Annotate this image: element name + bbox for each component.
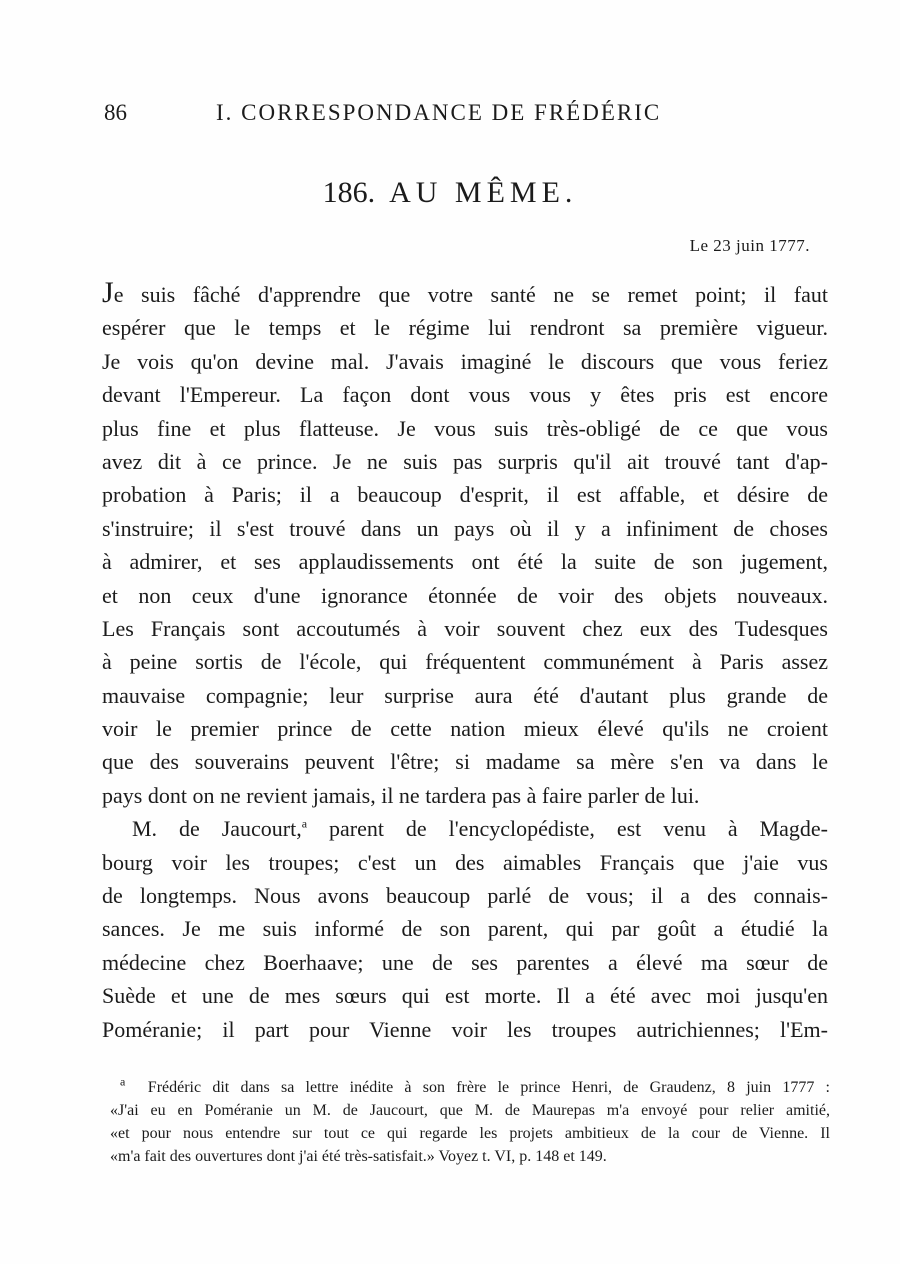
body-line: médecine chez Boerhaave; une de ses parentes a élevé ma sœur de (102, 949, 828, 975)
body-line: Suède et une de mes sœurs qui est morte. Il a été avec moi jusqu'en (102, 983, 828, 1009)
body-line: espérer que le temps et le régime lui rendront sa première vigueur. (102, 315, 828, 341)
footnote-reference: a (301, 816, 308, 831)
body-line-tail: parent de l'encyclopédiste, est venu à Magde- (329, 816, 829, 842)
footnote-line: «m'a fait des ouvertures dont j'ai été très-satisfait.» Voyez t. VI, p. 148 et 149. (110, 1148, 607, 1165)
body-line-1-rest: e suis fâché d'apprendre que votre santé ne se remet point; il faut (113, 282, 828, 307)
body-line: que des souverains peuvent l'être; si madame sa mère s'en va dans le (102, 749, 828, 775)
body-line-lead: M. de Jaucourt, (132, 816, 302, 842)
running-head-title: I. CORRESPONDANCE DE FRÉDÉRIC (216, 100, 662, 125)
body-line: Poméranie; il part pour Vienne voir les troupes autrichiennes; l'Em- (102, 1016, 828, 1042)
body-line: devant l'Empereur. La façon dont vous vous y êtes pris est encore (102, 382, 828, 408)
body-line: mauvaise compagnie; leur surprise aura été d'autant plus grande de (102, 682, 828, 708)
body-line: bourg voir les troupes; c'est un des aimables Français que j'aie vus (102, 849, 828, 875)
footnote-line: «J'ai eu en Poméranie un M. de Jaucourt, que M. de Maurepas m'a envoyé pour relier amitié, (110, 1102, 830, 1119)
footnote-marker: a (120, 1074, 126, 1089)
drop-cap: J (102, 276, 114, 309)
body-line: pays dont on ne revient jamais, il ne tardera pas à faire parler de lui. (102, 782, 700, 808)
body-line-1 (102, 278, 828, 311)
body-line-paragraph-start (102, 812, 828, 845)
letter-title: AU MÊME. (389, 176, 578, 209)
body-line: voir le premier prince de cette nation mieux élevé qu'ils ne croient (102, 716, 828, 742)
body-line: à peine sortis de l'école, qui fréquentent communément à Paris assez (102, 649, 828, 675)
letter-heading (0, 176, 900, 210)
letter-number: 186. (322, 176, 376, 209)
footnotes (110, 1076, 830, 1168)
body-line: s'instruire; il s'est trouvé dans un pays où il y a infiniment de choses (102, 515, 828, 541)
body-line: Je vois qu'on devine mal. J'avais imaginé le discours que vous feriez (102, 348, 828, 374)
page-number: 86 (104, 100, 127, 125)
footnote-line: «et pour nous entendre sur tout ce qui regarde les projets ambitieux de la cour de Vienne. Il (110, 1125, 830, 1142)
footnote-text: Frédéric dit dans sa lettre inédite à son frère le prince Henri, de Graudenz, 8 juin 1777 : (147, 1079, 831, 1096)
body-line: probation à Paris; il a beaucoup d'esprit, il est affable, et désire de (102, 482, 828, 508)
body-line: avez dit à ce prince. Je ne suis pas surpris qu'il ait trouvé tant d'ap- (102, 448, 828, 474)
body-line: et non ceux d'une ignorance étonnée de voir des objets nouveaux. (102, 582, 828, 608)
running-head (104, 100, 824, 134)
body-line: de longtemps. Nous avons beaucoup parlé de vous; il a des connais- (102, 883, 828, 909)
body-line: à admirer, et ses applaudissements ont été la suite de son jugement, (102, 549, 828, 575)
letter-date: Le 23 juin 1777. (689, 236, 810, 255)
body-line: sances. Je me suis informé de son parent, qui par goût a étudié la (102, 916, 828, 942)
body-line: plus fine et plus flatteuse. Je vous suis très-obligé de ce que vous (102, 415, 828, 441)
footnote-line-1 (110, 1076, 830, 1099)
letter-body (102, 278, 828, 1046)
body-line: Les Français sont accoutumés à voir souvent chez eux des Tudesques (102, 615, 828, 641)
